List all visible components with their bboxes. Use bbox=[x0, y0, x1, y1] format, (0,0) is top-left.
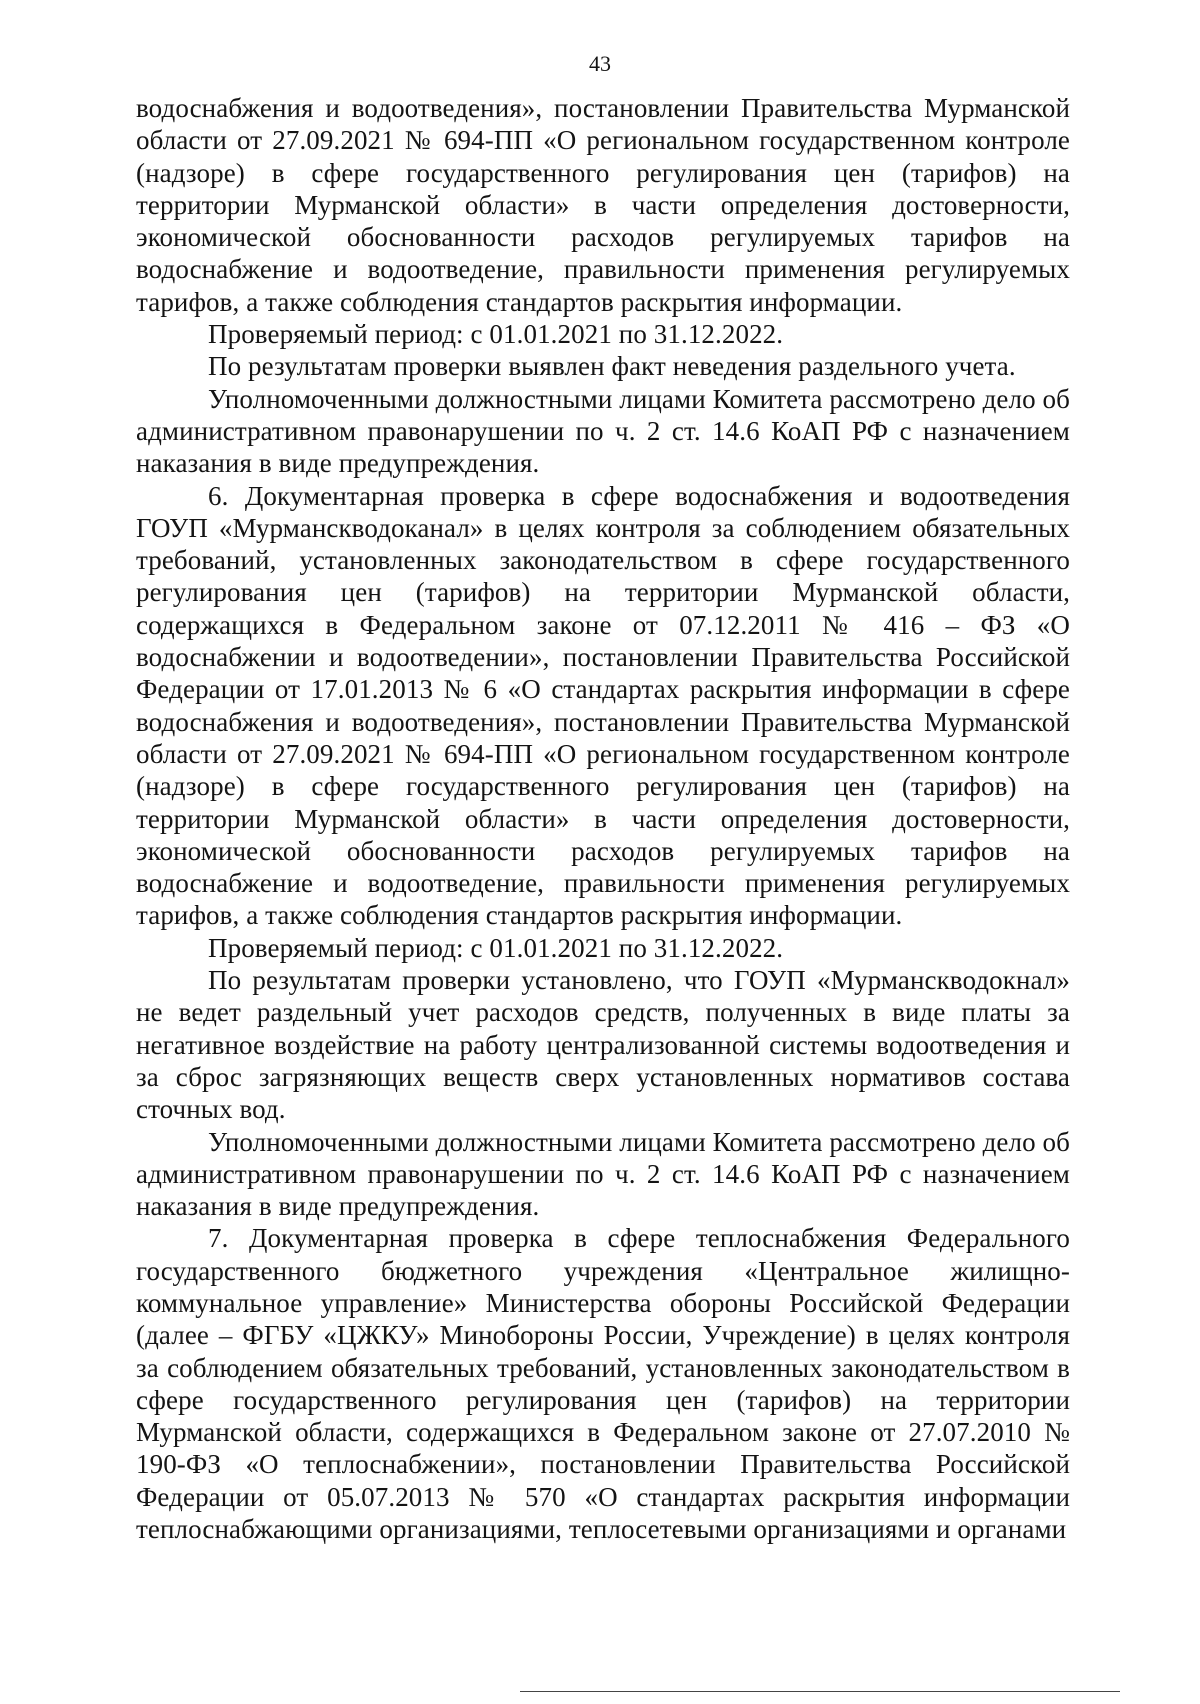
paragraph-result: По результатам проверки выявлен факт неведения раздельного учета. bbox=[208, 351, 1016, 382]
paragraph-period: Проверяемый период: с 01.01.2021 по 31.12.2022. bbox=[208, 932, 784, 963]
paragraph-item-7: 7. Документарная проверка в сфере теплоснабжения Федерального государственного бюджетного учреждения «Центральное жилищно-коммунальное управление» Министерства обороны Российской Федерации (далее – ФГБУ «ЦЖКУ» Минобороны России, Учреждение) в целях контроля за соблюдением обязательных требований, установленных законодательством в сфере государственного регулирования цен (тарифов) на территории Мурманской области, содержащихся в Федеральном законе от 27.07.2010 № 190-ФЗ «О теплоснабжении», постановлении Правительства Российской Федерации от 05.07.2013 № 570 «О стандартах раскрытия информации теплоснабжающими организациями, теплосетевыми организациями и органами bbox=[136, 1223, 1070, 1545]
page-number: 43 bbox=[589, 51, 611, 76]
paragraph-result: По результатам проверки установлено, что ГОУП «Мурманскводокнал» не ведет раздельный учет расходов средств, полученных в виде платы за негативное воздействие на работу централизованной системы водоотведения и за сброс загрязняющих веществ сверх установленных нормативов состава сточных вод. bbox=[136, 965, 1070, 1125]
paragraph-continuation: водоснабжения и водоотведения», постановлении Правительства Мурманской области от 27.09.2021 № 694-ПП «О региональном государственном контроле (надзоре) в сфере государственного регулирования цен (тарифов) на территории Мурманской области» в части определения достоверности, экономической обоснованности расходов регулируемых тарифов на водоснабжение и водоотведение, правильности применения регулируемых тарифов, а также соблюдения стандартов раскрытия информации. bbox=[136, 93, 1070, 317]
paragraph-penalty: Уполномоченными должностными лицами Комитета рассмотрено дело об административном правонарушении по ч. 2 ст. 14.6 КоАП РФ с назначением наказания в виде предупреждения. bbox=[136, 1126, 1070, 1222]
footer-rule bbox=[520, 1691, 1120, 1692]
paragraph-item-6: 6. Документарная проверка в сфере водоснабжения и водоотведения ГОУП «Мурманскводоканал» в целях контроля за соблюдением обязательных требований, установленных законодательством в сфере государственного регулирования цен (тарифов) на территории Мурманской области, содержащихся в Федеральном законе от 07.12.2011 № 416 – ФЗ «О водоснабжении и водоотведении», постановлении Правительства Российской Федерации от 17.01.2013 № 6 «О стандартах раскрытия информации в сфере водоснабжения и водоотведения», постановлении Правительства Мурманской области от 27.09.2021 № 694-ПП «О региональном государственном контроле (надзоре) в сфере государственного регулирования цен (тарифов) на территории Мурманской области» в части определения достоверности, экономической обоснованности расходов регулируемых тарифов на водоснабжение и водоотведение, правильности применения регулируемых тарифов, а также соблюдения стандартов раскрытия информации. bbox=[136, 480, 1070, 931]
document-body bbox=[136, 92, 1070, 1545]
paragraph-penalty: Уполномоченными должностными лицами Комитета рассмотрено дело об административном правонарушении по ч. 2 ст. 14.6 КоАП РФ с назначением наказания в виде предупреждения. bbox=[136, 383, 1070, 479]
paragraph-period: Проверяемый период: с 01.01.2021 по 31.12.2022. bbox=[208, 319, 784, 350]
